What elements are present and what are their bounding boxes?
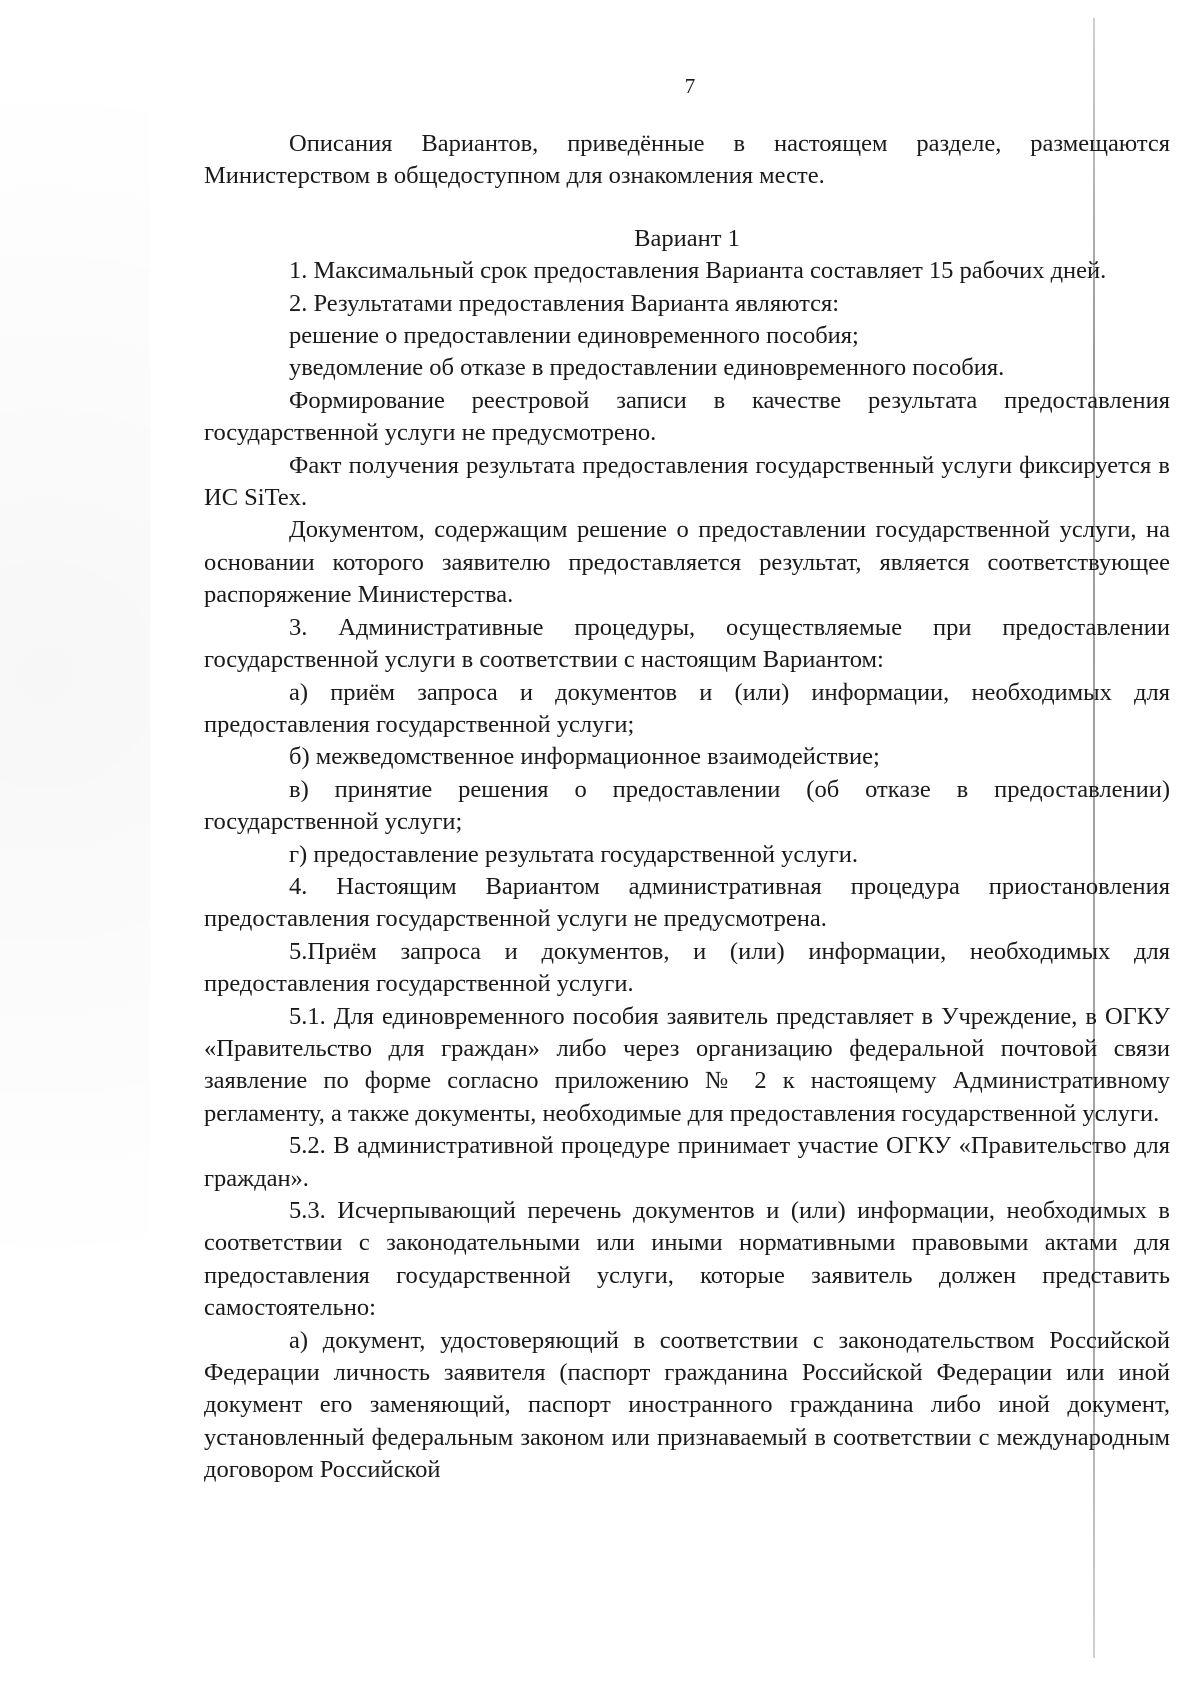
paragraph: Документом, содержащим решение о предоставлении государственной услуги, на основании которого заявителю предоставляется результат, является соответствующее распоряжение Министерства. xyxy=(204,516,1170,609)
paragraph: 1. Максимальный срок предоставления Варианта составляет 15 рабочих дней. xyxy=(289,257,1107,285)
paragraph: г) предоставление результата государственной услуги. xyxy=(289,840,858,868)
intro-paragraph: Описания Вариантов, приведённые в настоящем разделе, размещаются Министерством в общедоступном для ознакомления месте. xyxy=(204,130,1170,190)
paragraph: уведомление об отказе в предоставлении единовременного пособия. xyxy=(289,354,1005,382)
paragraph: 5.Приём запроса и документов, и (или) информации, необходимых для предоставления государственной услуги. xyxy=(204,937,1170,998)
paragraph: в) принятие решения о предоставлении (об отказе в предоставлении) государственной услуги; xyxy=(204,775,1170,836)
scan-noise xyxy=(0,0,150,1687)
paragraph: 5.2. В административной процедуре принимает участие ОГКУ «Правительство для граждан». xyxy=(204,1132,1170,1192)
paragraph: 4. Настоящим Вариантом административная процедура приостановления предоставления государственной услуги не предусмотрена. xyxy=(204,872,1170,933)
paragraph: 3. Административные процедуры, осуществляемые при предоставлении государственной услуги в соответствии с настоящим Вариантом: xyxy=(204,613,1170,674)
paragraph: 5.3. Исчерпывающий перечень документов и (или) информации, необходимых в соответствии с законодательными или иными нормативными правовыми актами для предоставления государственной услуги, которые заявитель должен представить самостоятельно: xyxy=(204,1197,1170,1322)
paragraph: решение о предоставлении единовременного пособия; xyxy=(289,322,859,350)
paragraph: Факт получения результата предоставления государственный услуги фиксируется в ИС SiTex. xyxy=(204,451,1170,512)
paragraph: а) приём запроса и документов и (или) информации, необходимых для предоставления государственной услуги; xyxy=(204,678,1170,738)
paragraph: б) межведомственное информационное взаимодействие; xyxy=(289,743,880,771)
paragraph: 2. Результатами предоставления Варианта являются: xyxy=(289,289,840,317)
variant-heading: Вариант 1 xyxy=(634,224,740,252)
paragraph: 5.1. Для единовременного пособия заявитель представляет в Учреждение, в ОГКУ «Правительство для граждан» либо через организацию федеральной почтовой связи заявление по форме согласно приложению № 2 к настоящему Административному регламенту, а также документы, необходимые для предоставления государственной услуги. xyxy=(204,1002,1170,1127)
page-number: 7 xyxy=(684,74,696,98)
paragraph: Формирование реестровой записи в качестве результата предоставления государственной услуги не предусмотрено. xyxy=(204,386,1170,447)
document-body xyxy=(204,128,1170,1487)
paragraph: а) документ, удостоверяющий в соответствии с законодательством Российской Федерации личность заявителя (паспорт гражданина Российской Федерации или иной документ его заменяющий, паспорт иностранного гражданина либо иной документ, установленный федеральным законом или признаваемый в соответствии с международным договором Российской xyxy=(204,1326,1170,1484)
